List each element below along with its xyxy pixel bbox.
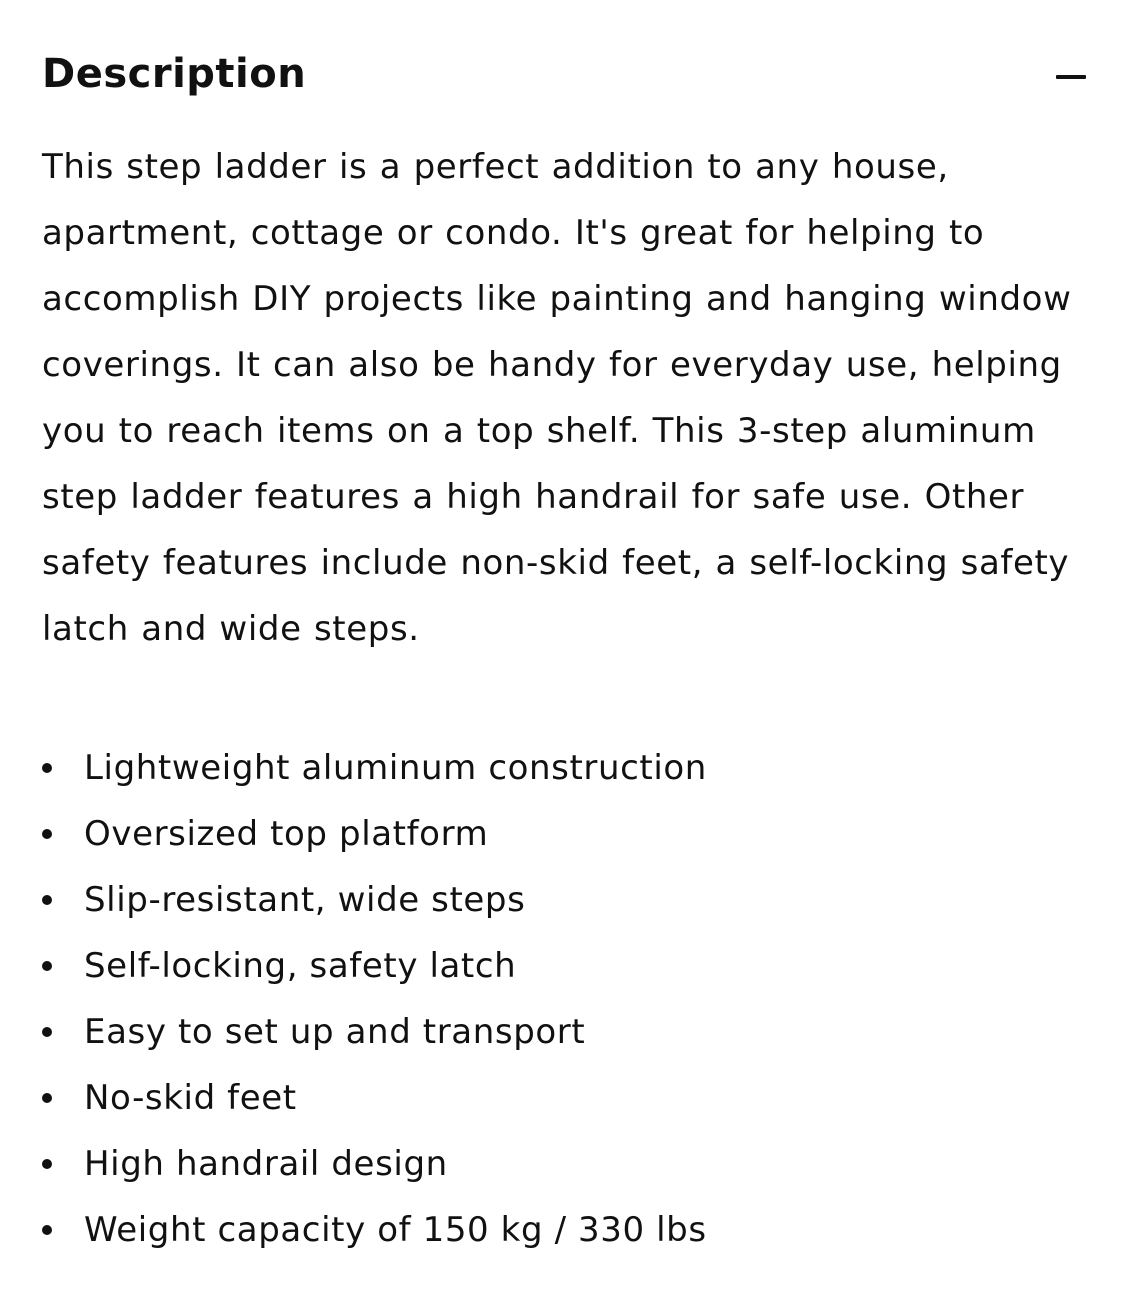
feature-text: Lightweight aluminum construction	[84, 748, 707, 788]
feature-item	[42, 1065, 1072, 1131]
feature-text: High handrail design	[84, 1144, 448, 1184]
bullet-icon	[42, 1159, 52, 1169]
description-title: Description	[42, 51, 307, 97]
feature-text: Easy to set up and transport	[84, 1012, 586, 1052]
feature-item	[42, 1197, 1072, 1263]
feature-text: No-skid feet	[84, 1078, 297, 1118]
feature-text: Weight capacity of 150 kg / 330 lbs	[84, 1210, 707, 1250]
feature-item	[42, 1131, 1072, 1197]
feature-item	[42, 867, 1072, 933]
feature-list	[42, 735, 1072, 1263]
description-paragraph: This step ladder is a perfect addition to any house, apartment, cottage or condo. It's great for helping to accomplish DIY projects like painting and hanging window coverings. It can also be handy for everyday use, helping you to reach items on a top shelf. This 3-step aluminum step ladder features a high handrail for safe use. Other safety features include non-skid feet, a self-locking safety latch and wide steps.	[42, 147, 1072, 649]
feature-text: Oversized top platform	[84, 814, 489, 854]
bullet-icon	[42, 763, 52, 773]
feature-item	[42, 735, 1072, 801]
feature-item	[42, 801, 1072, 867]
bullet-icon	[42, 895, 52, 905]
minus-icon	[1056, 75, 1086, 79]
description-header[interactable]	[42, 0, 1083, 140]
feature-item	[42, 999, 1072, 1065]
bullet-icon	[42, 961, 52, 971]
feature-item	[42, 933, 1072, 999]
collapse-button[interactable]	[1047, 56, 1095, 100]
feature-text: Slip-resistant, wide steps	[84, 880, 526, 920]
bullet-icon	[42, 829, 52, 839]
bullet-icon	[42, 1027, 52, 1037]
feature-text: Self-locking, safety latch	[84, 946, 517, 986]
bullet-icon	[42, 1225, 52, 1235]
bullet-icon	[42, 1093, 52, 1103]
